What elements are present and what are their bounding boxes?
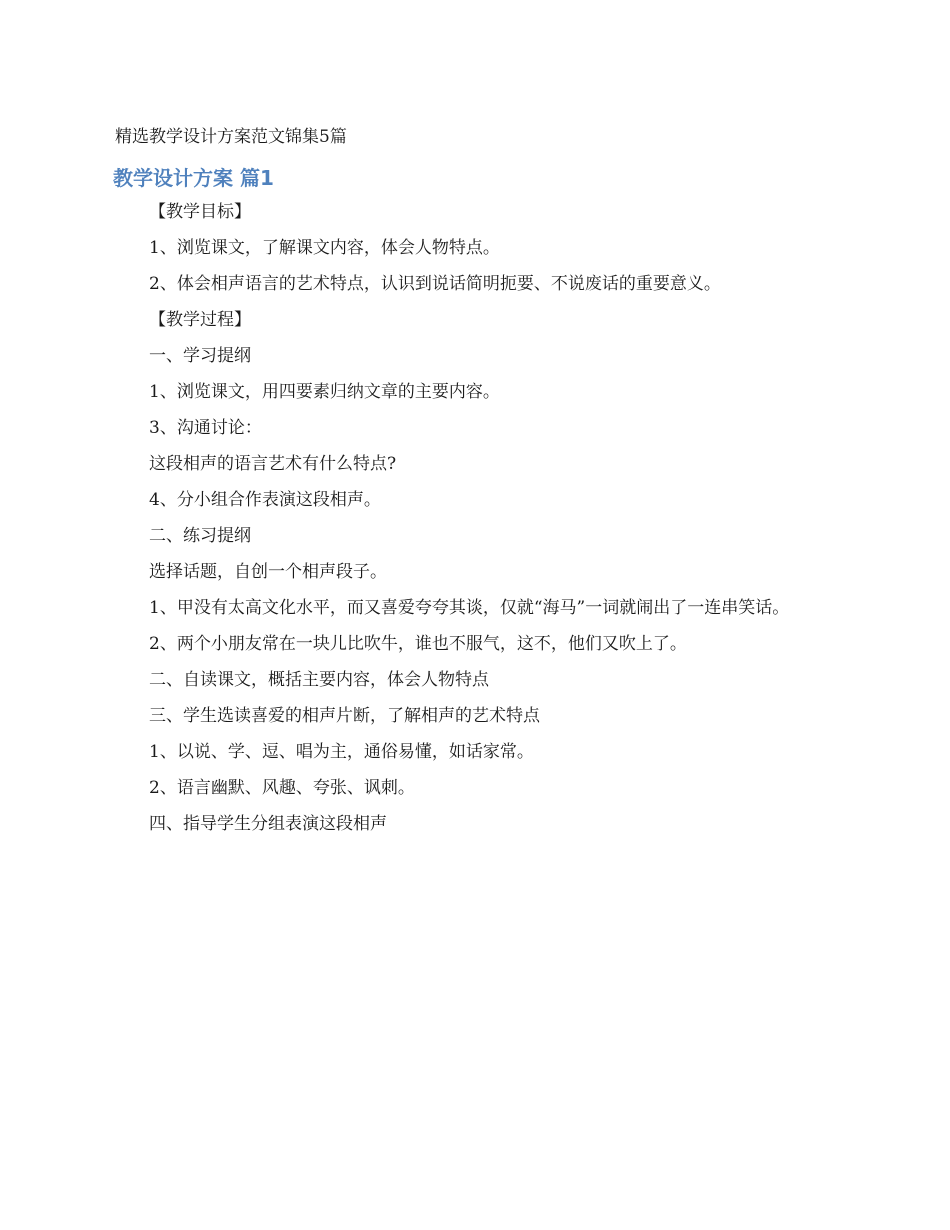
document-body xyxy=(115,200,820,848)
paragraph-teaching-process-label: 【教学过程】 xyxy=(149,310,251,330)
paragraph-practice-outline: 二、练习提纲 xyxy=(149,526,251,546)
paragraph-study-outline: 一、学习提纲 xyxy=(149,346,251,366)
paragraph-feature-1: 1、以说、学、逗、唱为主，通俗易懂，如话家常。 xyxy=(149,742,534,762)
paragraph-choose-topic: 选择话题，自创一个相声段子。 xyxy=(149,562,387,582)
paragraph-feature-2: 2、语言幽默、风趣、夸张、讽刺。 xyxy=(149,778,415,798)
paragraph-outline-item-1: 1、浏览课文，用四要素归纳文章的主要内容。 xyxy=(149,382,500,402)
paragraph-guide-performance: 四、指导学生分组表演这段相声 xyxy=(149,814,387,834)
paragraph-topic-1: 1、甲没有太高文化水平，而又喜爱夸夸其谈，仅就“海马”一词就闹出了一连串笑话。 xyxy=(149,598,790,618)
paragraph-topic-2: 2、两个小朋友常在一块儿比吹牛，谁也不服气，这不，他们又吹上了。 xyxy=(149,634,687,654)
paragraph-outline-item-3: 3、沟通讨论： xyxy=(149,418,262,438)
section-heading: 教学设计方案 篇1 xyxy=(113,166,274,190)
paragraph-goal-2: 2、体会相声语言的艺术特点，认识到说话简明扼要、不说废话的重要意义。 xyxy=(149,274,721,294)
paragraph-select-reading: 三、学生选读喜爱的相声片断，了解相声的艺术特点 xyxy=(149,706,540,726)
paragraph-self-reading: 二、自读课文，概括主要内容，体会人物特点 xyxy=(149,670,489,690)
paragraph-goal-1: 1、浏览课文，了解课文内容，体会人物特点。 xyxy=(149,238,500,258)
paragraph-discussion-question: 这段相声的语言艺术有什么特点? xyxy=(149,454,397,474)
paragraph-teaching-goals-label: 【教学目标】 xyxy=(149,202,251,222)
paragraph-outline-item-4: 4、分小组合作表演这段相声。 xyxy=(149,490,381,510)
document-title: 精选教学设计方案范文锦集5篇 xyxy=(115,127,347,147)
